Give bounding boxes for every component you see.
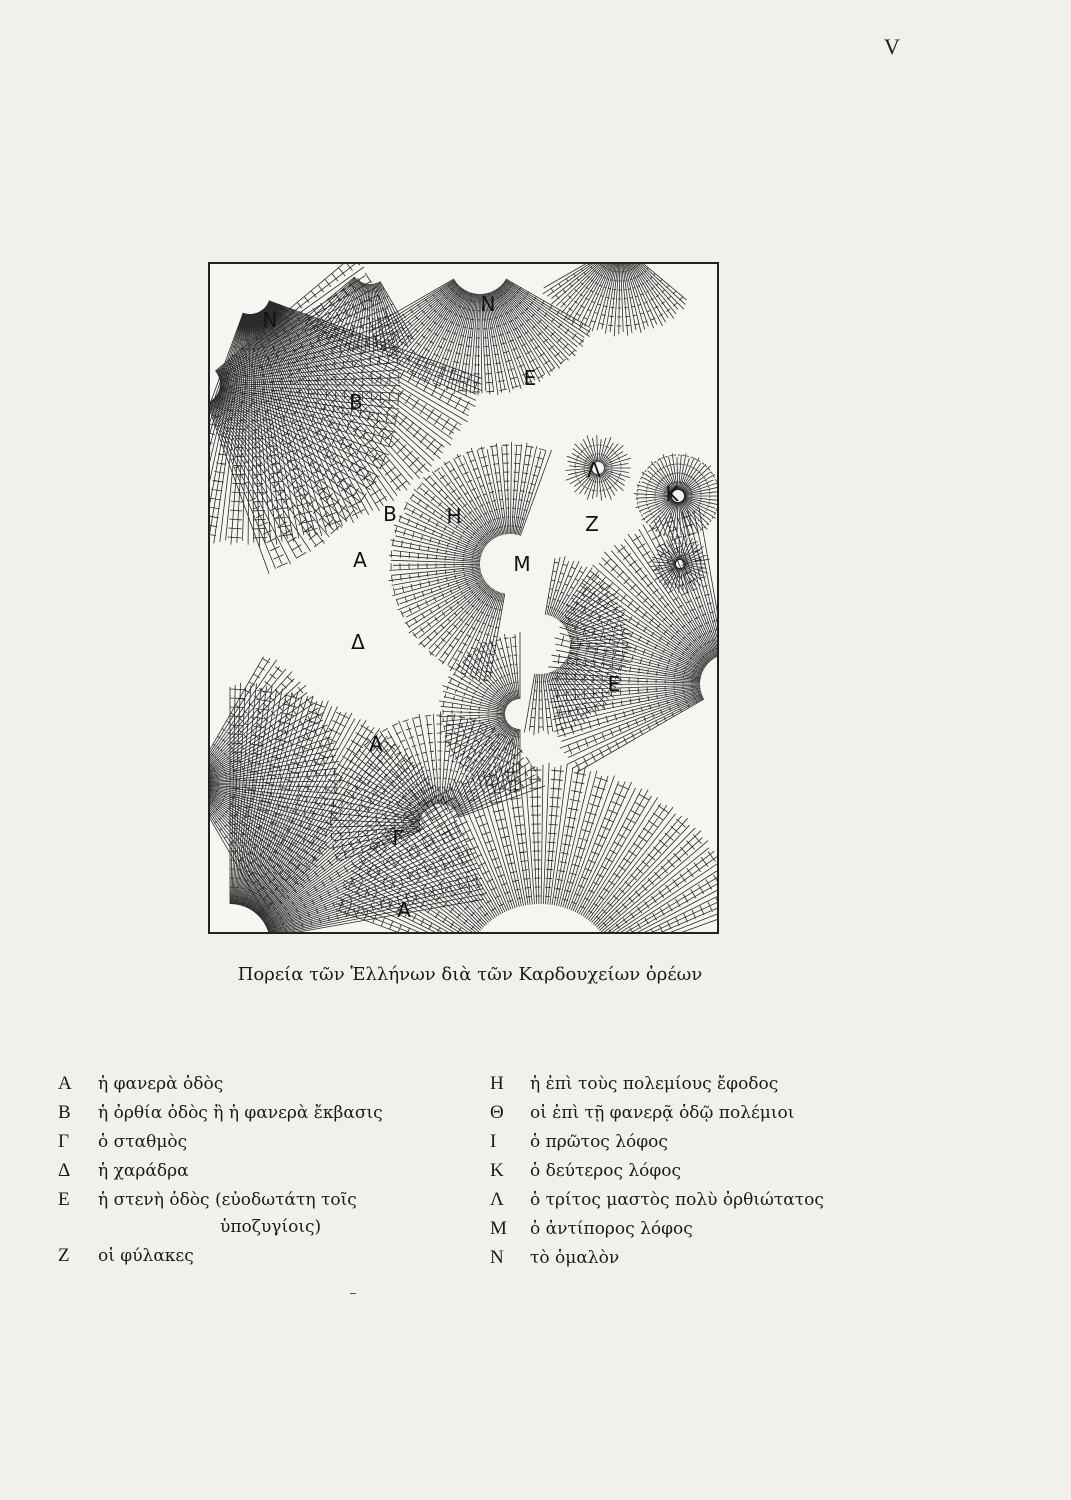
map-hachures: [210, 264, 719, 934]
legend-text: οἱ ἐπὶ τῇ φανερᾷ ὁδῷ πολέμιοι: [530, 1103, 795, 1123]
legend-item: [58, 1073, 478, 1102]
legend-key: Η: [490, 1073, 504, 1094]
map-label-b-1: B: [349, 390, 363, 414]
legend-text: ὁ τρίτος μαστὸς πολὺ ὀρθιώτατος: [530, 1190, 824, 1210]
map-label-h: H: [446, 504, 462, 528]
map-label-m: M: [513, 552, 531, 576]
page-number: V: [884, 34, 900, 59]
legend-item: [58, 1102, 478, 1131]
legend-key: Λ: [490, 1189, 504, 1210]
map-label-z: Z: [585, 512, 599, 536]
legend-key: Δ: [58, 1160, 71, 1181]
legend-key: Α: [58, 1073, 72, 1094]
legend-item: [58, 1245, 478, 1274]
legend-text: ὁ ἀντίπορος λόφος: [530, 1219, 693, 1239]
legend-item: [490, 1102, 910, 1131]
map-label-a-3: A: [397, 898, 411, 922]
legend-text: ὁ σταθμὸς: [98, 1132, 188, 1152]
legend-right-column: [490, 1073, 910, 1276]
legend-item: [490, 1189, 910, 1218]
map-label-b-2: B: [383, 502, 397, 526]
legend-key: Θ: [490, 1102, 504, 1123]
map-label-k: K: [665, 482, 679, 506]
legend-key: Κ: [490, 1160, 504, 1181]
legend-key: Ε: [58, 1189, 70, 1210]
legend-key: Β: [58, 1102, 71, 1123]
map-label-n-1: N: [262, 308, 278, 332]
legend-item: [490, 1218, 910, 1247]
legend-item: [490, 1073, 910, 1102]
legend-text: ἡ ὀρθία ὁδὸς ἢ ἡ φανερὰ ἔκβασις: [98, 1103, 383, 1123]
legend-item: [490, 1247, 910, 1276]
map-label-e-1: E: [523, 366, 537, 390]
map-label-delta: Δ: [351, 630, 365, 654]
legend-text: ὁ δεύτερος λόφος: [530, 1161, 682, 1181]
legend-key: Ι: [490, 1131, 497, 1152]
map-figure: [208, 262, 719, 934]
legend-text: ἡ στενὴ ὁδὸς (εὐοδωτάτη τοῖς: [98, 1190, 357, 1210]
legend-text-continuation: ὑποζυγίοις): [220, 1217, 322, 1237]
map-label-gamma: Γ: [392, 826, 404, 850]
legend-text: ἡ χαράδρα: [98, 1161, 189, 1181]
legend-text: ἡ ἐπὶ τοὺς πολεμίους ἔφοδος: [530, 1074, 779, 1094]
legend-text: ἡ φανερὰ ὁδὸς: [98, 1074, 224, 1094]
legend-text: οἱ φύλακες: [98, 1246, 194, 1266]
legend-item: [490, 1160, 910, 1189]
map-caption: Πορεία τῶν Ἑλλήνων διὰ τῶν Καρδουχείων ὀρέων: [237, 964, 703, 985]
legend-item: [490, 1131, 910, 1160]
map-label-lambda: Λ: [587, 458, 601, 482]
map-label-a-2: A: [369, 732, 383, 756]
legend-text: ὁ πρῶτος λόφος: [530, 1132, 668, 1152]
map-label-n-2: N: [480, 292, 496, 316]
legend-item: [58, 1189, 478, 1245]
legend-key: Ν: [490, 1247, 504, 1268]
legend-text: τὸ ὁμαλὸν: [530, 1248, 620, 1268]
scan-mark: [350, 1293, 356, 1294]
legend-key: Γ: [58, 1131, 69, 1152]
map-label-a-1: A: [353, 548, 367, 572]
legend-key: Μ: [490, 1218, 507, 1239]
legend-left-column: [58, 1073, 478, 1274]
legend-key: Ζ: [58, 1245, 70, 1266]
map-label-e-2: E: [607, 672, 621, 696]
legend-item: [58, 1160, 478, 1189]
legend-item: [58, 1131, 478, 1160]
